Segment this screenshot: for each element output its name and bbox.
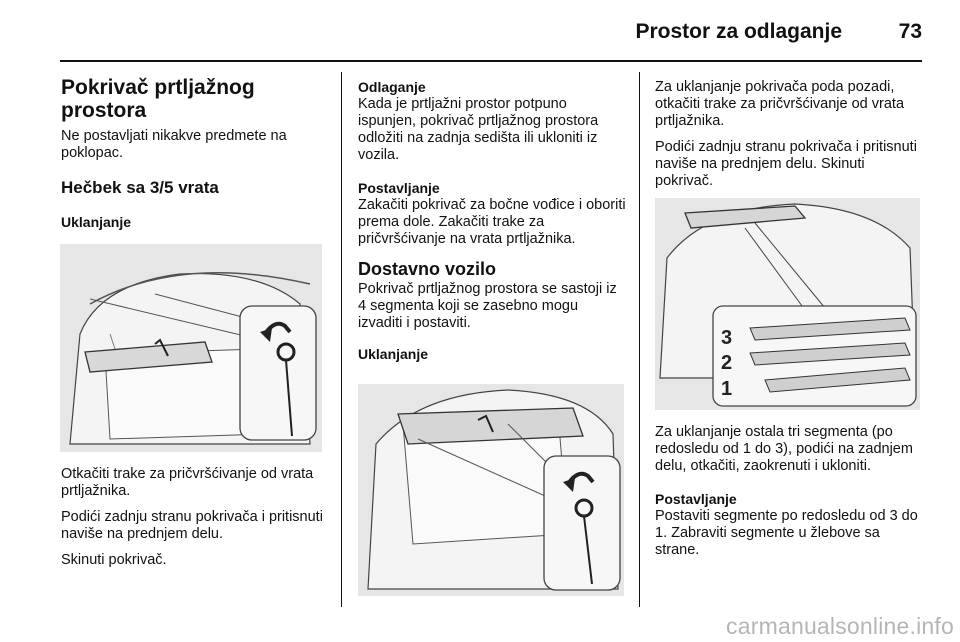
watermark: carmanualsonline.info	[726, 613, 954, 639]
subsection-title: Hečbek sa 3/5 vrata	[61, 178, 219, 197]
van-removal-heading: Uklanjanje	[358, 346, 429, 362]
storage-text: Kada je prtljažni prostor potpuno ispunjen, pokrivač prtljažnog prostora odložiti na zadnja sedišta ili ukloniti iz vozila.	[358, 96, 599, 163]
column-2	[358, 79, 626, 363]
page-header	[0, 0, 960, 60]
van-text: Pokrivač prtljažnog prostora se sastoji iz 4 segmenta koji se zasebno mogu izvaditi i postaviti.	[358, 281, 617, 331]
install-text: Zakačiti pokrivač za bočne vođice i oboriti prema dole. Zakačiti trake za pričvršćivanje na vrata prtljažnika.	[358, 197, 626, 247]
segment-label-2: 2	[721, 352, 733, 374]
col3-install-heading: Postavljanje	[655, 491, 737, 507]
step-unhook-straps: Otkačiti trake za pričvršćivanje od vrata prtljažnika.	[61, 466, 314, 499]
column-1	[61, 70, 326, 231]
column-divider-1	[341, 72, 342, 607]
header-title: Prostor za odlaganje	[635, 20, 842, 43]
figure-hatchback-cover	[60, 244, 322, 452]
install-heading: Postavljanje	[358, 180, 440, 196]
intro-text: Ne postavljati nikakve predmete na poklopac.	[61, 128, 287, 161]
column-1-steps	[61, 466, 326, 578]
section-title: Pokrivač prtljažnog prostora	[61, 76, 255, 122]
segment-label-3: 3	[721, 327, 733, 349]
column-3-lower	[655, 424, 925, 568]
van-title: Dostavno vozilo	[358, 259, 497, 279]
page-number: 73	[898, 20, 922, 43]
removal-heading: Uklanjanje	[61, 214, 132, 230]
segment-label-1: 1	[721, 378, 733, 400]
segments-text: Za uklanjanje ostala tri segmenta (po redosledu od 1 do 3), podići na zadnjem delu, otkačiti, zaokrenuti i ukloniti.	[655, 424, 913, 474]
segments-illustration	[655, 198, 920, 410]
van-illustration	[358, 384, 624, 596]
column-divider-2	[639, 72, 640, 607]
step-remove-cover: Skinuti pokrivač.	[61, 552, 167, 568]
column-3	[655, 79, 925, 199]
step-lift-cover: Podići zadnju stranu pokrivača i pritisnuti naviše na prednjem delu.	[61, 509, 323, 542]
figure-van-cover	[358, 384, 624, 596]
lift-cover-text: Podići zadnju stranu pokrivača i pritisnuti naviše na prednjem delu. Skinuti pokrivač.	[655, 139, 917, 189]
storage-heading: Odlaganje	[358, 79, 426, 95]
col3-install-text: Postaviti segmente po redosledu od 3 do 1. Zabraviti segmente u žlebove sa strane.	[655, 508, 918, 558]
figure-segments	[655, 198, 920, 410]
rear-cover-text: Za uklanjanje pokrivača poda pozadi, otkačiti trake za pričvršćivanje od vrata prtljažnika.	[655, 79, 905, 129]
header-divider	[60, 60, 922, 62]
hatchback-illustration	[60, 244, 322, 452]
